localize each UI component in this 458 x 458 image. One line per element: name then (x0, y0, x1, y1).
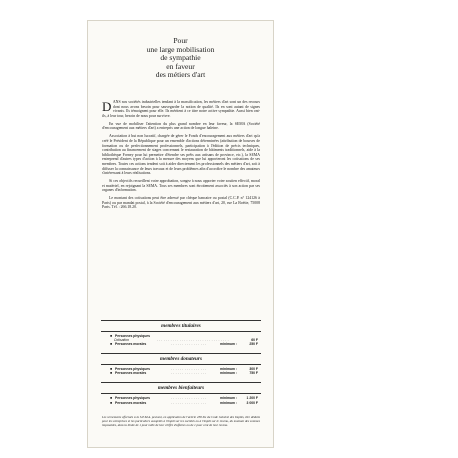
document-page (87, 20, 274, 448)
title-line: une large mobilisation (146, 44, 215, 54)
paragraph-intro (102, 100, 260, 118)
title-line: Pour (173, 36, 188, 45)
row-minimum: minimum : (220, 342, 238, 347)
bullet-icon: ■ (110, 367, 113, 372)
table-row (110, 371, 258, 375)
dot-leader: . . . . . . . . . . . . . . . . (171, 371, 207, 376)
dot-leader: . . . . . . . . . . . . . . . . (171, 400, 207, 405)
row-amount: 300 F (249, 367, 258, 372)
row-amount: 3 000 F (246, 400, 258, 405)
row-minimum: minimum : (220, 367, 238, 372)
row-label: Personnes physiques (115, 334, 151, 338)
row-label: Personnes morales (115, 342, 147, 347)
table-row (110, 342, 258, 346)
membership-section-titulaires (101, 320, 261, 353)
title-line: des métiers d'art (155, 70, 206, 80)
dot-leader: . . . . . . . . . . . . . . . . . . . . . . . . . . . . . . . . (156, 338, 229, 343)
row-label: Cotisation (113, 338, 129, 343)
paragraph-mobilisation: En vue de mobiliser l'attention du plus grand nombre en leur faveur, la SEMA (Société d'encouragement aux métiers d'art) a entrepris une action de longue haleine. (102, 121, 260, 131)
bullet-icon: ■ (110, 400, 113, 405)
membership-table (101, 320, 261, 412)
bullet-icon: ■ (110, 334, 113, 338)
row-label: Personnes physiques (115, 396, 151, 401)
row-minimum: minimum : (220, 396, 238, 401)
row-label: Personnes morales (115, 371, 147, 376)
row-minimum: minimum : (220, 371, 238, 376)
tax-footnote: Les versements effectués à la S.E.M.A. peuvent, en application de l'article 238 bis du Code Général des Impôts, être déduits pour les entreprises et les particuliers assujettis à l'impôt sur les sociétés ou à l'impôt sur le revenu, du montant des sommes imposables, dans la limite de 1 pour mille de leur chiffre d'affaires ou de 1 pour cent de leur revenu. (102, 415, 260, 427)
row-label: Personnes morales (115, 400, 147, 405)
bullet-icon: ■ (110, 342, 113, 347)
row-amount: 750 F (249, 371, 258, 376)
paragraph-intro-text: ANS nos sociétés industrielles tendant à la massification, les métiers d'art sont un des recours dont nous avons besoin pour sauvegarder la notion de qualité. Ils en sont autant de signes vivants. Ils témoignent pour elle. Ils méritent à ce titre notre active sympathie. Aussi bien ont-ils, à leur tour, besoin de nous pour survivre. (102, 100, 260, 118)
section-heading: membres titulaires (101, 321, 261, 332)
row-minimum: minimum : (220, 400, 238, 405)
body-text (102, 100, 260, 213)
paragraph-payment: Le montant des cotisations peut être adressé par chèque bancaire ou postal (C.C.P. n° 124126 à Paris) ou par mandat postal, à la Société d'encouragement aux métiers d'art, 20, rue La Boétie, 75008 Paris. Tél. : 266.18.20. (102, 196, 260, 210)
section-heading: membres bienfaiteurs (101, 383, 261, 394)
section-heading: membres donateurs (101, 354, 261, 365)
paragraph-objectives: Si ces objectifs recueillent votre approbation, songez à nous apporter votre soutien effectif, moral et matériel, en rejoignant la SEMA. Tous ses membres sont étroitement associés à son action par ses organes d'information. (102, 179, 260, 193)
bullet-icon: ■ (110, 396, 113, 401)
dot-leader: . . . . . . . . . . . . . . . . (171, 396, 207, 401)
title-line: en faveur (166, 61, 195, 71)
drop-cap: D (102, 98, 112, 114)
membership-section-bienfaiteurs (101, 382, 261, 411)
page-title (88, 37, 273, 80)
dot-leader: . . . . . . . . . . . . . . . . (171, 367, 207, 372)
row-amount: 250 F (249, 342, 258, 347)
title-line: de sympathie (160, 53, 201, 63)
membership-section-donateurs (101, 353, 261, 382)
row-label: Personnes physiques (115, 367, 151, 372)
dot-leader: . . . . . . . . . . . . . . . . (171, 342, 207, 347)
table-row (110, 401, 258, 405)
row-amount: 60 F (251, 338, 258, 343)
row-amount: 1 200 F (246, 396, 258, 401)
paragraph-association: Association à but non lucratif, chargée de gérer le Fonds d'encouragement aux métiers d'art qu'a créé le Président de la République pour un ensemble d'actions déterminées (attribution de bourses de formation ou de perfectionnement professionnels, participation à l'édition de précis techniques, contribution au financement de stages concernant le restauration de bâtiments traditionnels, aide à la bibliothèque Forney pour lui permettre d'étendre ses prêts aux artisans de province, etc.), la SEMA entreprend d'autres types d'action à la mesure des moyens que lui apporteront les cotisations de ses membres. Toutes ces actions tendent soit à aider directement les professionnels des métiers d'art, soit à diffuser la connaissance de leurs travaux et de leurs problèmes afin d'accroître le nombre des amateurs s'intéressant à leurs réalisations. (102, 134, 260, 176)
bullet-icon: ■ (110, 371, 113, 376)
